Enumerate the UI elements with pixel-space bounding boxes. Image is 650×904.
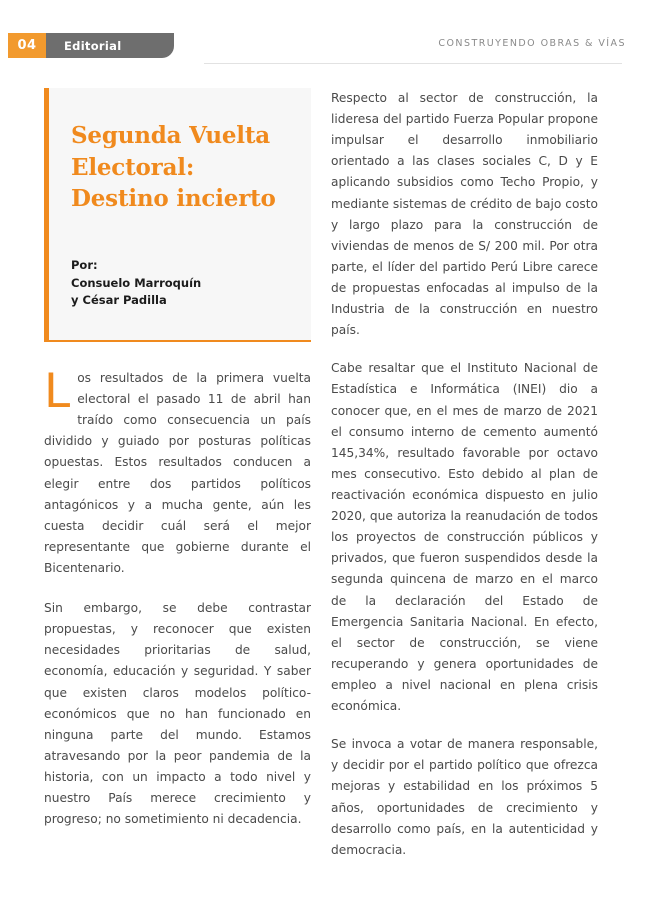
body-paragraph: Respecto al sector de construcción, la lideresa del partido Fuerza Popular propone impulsar el desarrollo inmobiliario orientado a las clases sociales C, D y E aplicando subsidios como Techo Propio, y mediante sistemas de crédito de bajo costo y largo plazo para la construcción de viviendas de menos de S/ 200 mil. Por otra parte, el líder del partido Perú Libre carece de propuestas enfocadas al impulso de la Industria de la construcción en nuestro país.	[331, 91, 598, 338]
column-right	[331, 88, 598, 878]
body-paragraph: Cabe resaltar que el Instituto Nacional de Estadística e Informática (INEI) dio a conocer que, en el mes de marzo de 2021 el consumo interno de cemento aumentó 145,34%, resultado favorable por octavo mes consecutivo. Esto debido al plan de reactivación económica dispuesto en julio 2020, que autoriza la reanudación de todos los proyectos de construcción públicos y privados, que fueron suspendidos desde la segunda quincena de marzo en el marco de la declaración del Estado de Emergencia Sanitaria Nacional. En efecto, el sector de construcción, se viene recuperando y genera oportunidades de empleo a nivel nacional en plena crisis económica.	[331, 361, 598, 714]
header-divider-rule	[204, 63, 622, 64]
body-paragraph: Se invoca a votar de manera responsable, y decidir por el partido político que ofrezca mejoras y estabilidad en los próximos 5 años, oportunidades de crecimiento y desarrollo como país, en la autenticidad y democracia.	[331, 737, 598, 857]
masthead-title: CONSTRUYENDO OBRAS & VÍAS	[438, 38, 626, 49]
body-paragraph: Sin embargo, se debe contrastar propuestas, y reconocer que existen necesidades prioritarias de salud, economía, educación y seguridad. Y saber que existen claros modelos político-económicos que no han funcionado en ninguna parte del mundo. Estamos atravesando por la peor pandemia de la historia, con un impacto a todo nivel y nuestro País merece crecimiento y progreso; no sometimiento ni decadencia.	[44, 601, 311, 827]
byline-author-secondary: y César Padilla	[71, 293, 167, 308]
byline-label: Por:	[71, 258, 98, 273]
page-header	[0, 0, 650, 70]
section-tab-editorial: Editorial	[46, 33, 174, 58]
byline-author-primary: Consuelo Marroquín	[71, 275, 202, 290]
page-folio-number: 04	[8, 33, 46, 58]
folio-tab-group	[8, 33, 174, 58]
article-title: Segunda Vuelta Electoral: Destino incierto	[71, 122, 276, 213]
article-title-block	[44, 88, 311, 342]
article-byline	[71, 257, 295, 309]
body-paragraph: Los resultados de la primera vuelta electoral el pasado 11 de abril han traído como consecuencia un país dividido y guiado por posturas políticas opuestas. Estos resultados conducen a elegir entre dos partidos políticos antagónicos y a mucha gente, aún les cuesta decidir cuál será el mejor representante que gobierne durante el Bicentenario.	[44, 364, 311, 575]
column-left	[44, 88, 311, 849]
